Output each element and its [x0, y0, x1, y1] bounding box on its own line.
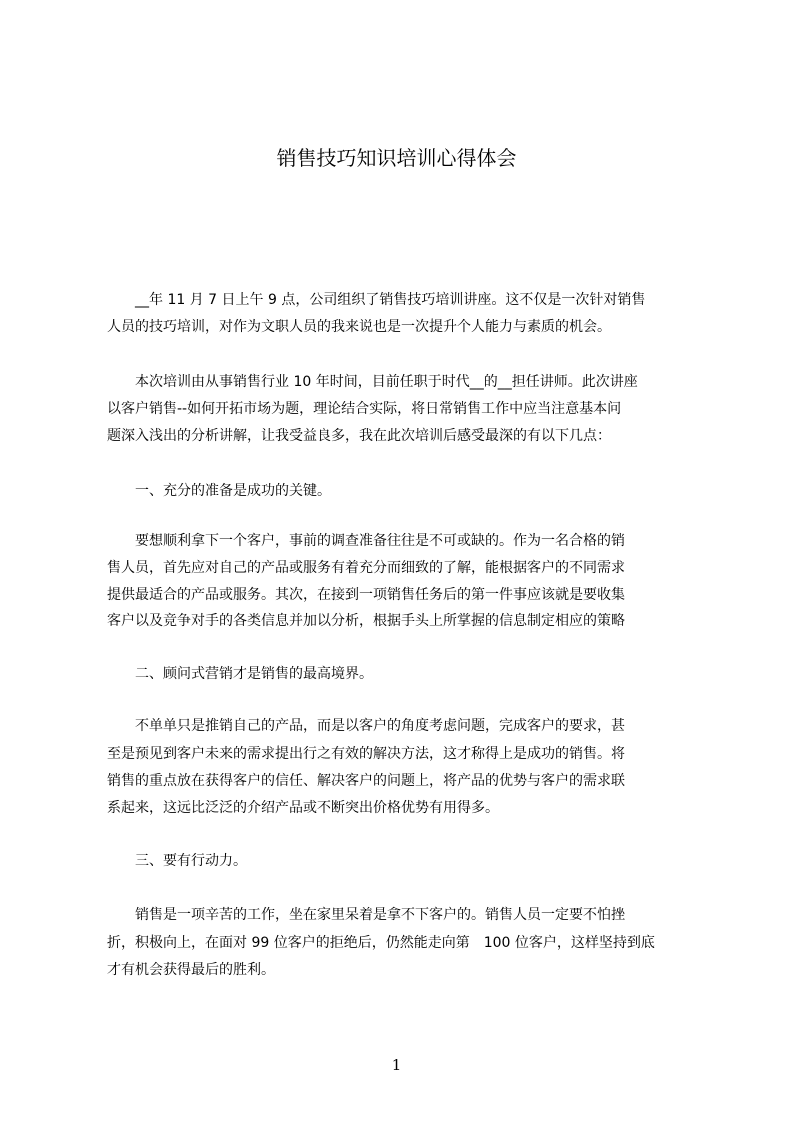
section-heading: 三、要有行动力。: [107, 853, 247, 869]
paragraph-line: 人员的技巧培训，对作为文职人员的我来说也是一次提升个人能力与素质的机会。: [107, 319, 611, 335]
paragraph-line: 才有机会获得最后的胜利。: [107, 962, 275, 978]
paragraph-line: 要想顺利拿下一个客户，事前的调查准备往往是不可或缺的。作为一名合格的销: [107, 533, 625, 549]
paragraph-line: 折，积极向上，在面对 99 位客户的拒绝后，仍然能走向第 100 位客户，这样坚持到底: [107, 935, 655, 951]
paragraph-line: 销售是一项辛苦的工作，坐在家里呆着是拿不下客户的。销售人员一定要不怕挫: [107, 907, 625, 923]
paragraph-line: 不单单只是推销自己的产品，而是以客户的角度考虑问题，完成客户的要求，甚: [107, 718, 625, 734]
paragraph-line: 题深入浅出的分析讲解，让我受益良多，我在此次培训后感受最深的有以下几点：: [107, 428, 611, 444]
section-heading: 二、顾问式营销才是销售的最高境界。: [107, 666, 373, 682]
paragraph-line: 系起来，这远比泛泛的介绍产品或不断突出价格优势有用得多。: [107, 800, 499, 816]
paragraph-line: 本次培训由从事销售行业 10 年时间，目前任职于时代__的__担任讲师。此次讲座: [107, 374, 638, 390]
page-title: 销售技巧知识培训心得体会: [276, 146, 517, 170]
paragraph-line: 以客户销售--如何开拓市场为题，理论结合实际，将日常销售工作中应当注意基本问: [107, 401, 622, 417]
section-heading: 一、充分的准备是成功的关键。: [107, 483, 331, 499]
paragraph-line: 提供最适合的产品或服务。其次，在接到一项销售任务后的第一件事应该就是要收集: [107, 587, 625, 603]
paragraph-line: 客户以及竞争对手的各类信息并加以分析，根据手头上所掌握的信息制定相应的策略: [107, 613, 625, 629]
paragraph-line: 至是预见到客户未来的需求提出行之有效的解决方法，这才称得上是成功的销售。将: [107, 746, 625, 762]
paragraph-line: 销售的重点放在获得客户的信任、解决客户的问题上，将产品的优势与客户的需求联: [107, 773, 625, 789]
paragraph-line: __年 11 月 7 日上午 9 点，公司组织了销售技巧培训讲座。这不仅是一次针对销售: [107, 292, 646, 308]
paragraph-line: 售人员，首先应对自己的产品或服务有着充分而细致的了解，能根据客户的不同需求: [107, 560, 625, 576]
page-number: 1: [391, 1056, 402, 1074]
